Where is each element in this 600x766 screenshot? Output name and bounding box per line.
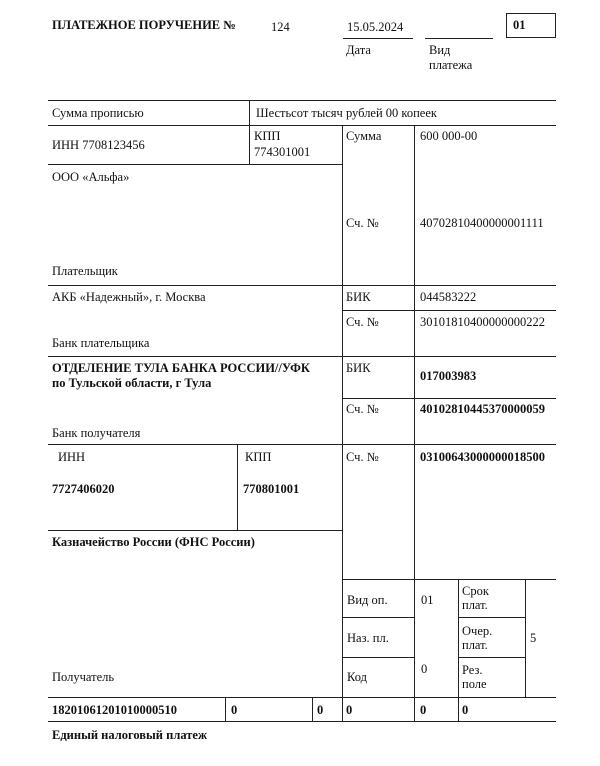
payee-bank-name-line1: ОТДЕЛЕНИЕ ТУЛА БАНКА РОССИИ//УФК	[52, 361, 310, 375]
grid-line	[342, 310, 556, 311]
payee-bank-name-line2: по Тульской области, г Тула	[52, 376, 212, 390]
queue-value: 5	[530, 631, 537, 645]
payer-bank-account: 30101810400000000222	[420, 315, 545, 329]
grid-line	[48, 164, 342, 165]
doc-number-value: 0	[420, 703, 427, 717]
grid-line	[342, 579, 556, 580]
grid-line	[458, 657, 525, 658]
grid-line	[458, 579, 459, 721]
grid-line	[414, 125, 415, 721]
grid-line	[48, 125, 556, 126]
payer-bank-name: АКБ «Надежный», г. Москва	[52, 290, 206, 304]
payee-bank-bik-label: БИК	[346, 361, 371, 375]
queue-label-2: плат.	[462, 638, 488, 652]
payee-inn-label: ИНН	[58, 450, 86, 464]
period-value: 0	[346, 703, 353, 717]
op-type-label: Вид оп.	[347, 593, 388, 607]
payer-bank-bik-label: БИК	[346, 290, 371, 304]
payee-name: Казначейство России (ФНС России)	[52, 535, 255, 549]
date-underline	[343, 38, 413, 39]
payment-type-label: Вид	[429, 43, 451, 57]
doc-date-value: 0	[462, 703, 469, 717]
sum-value: 600 000-00	[420, 129, 478, 143]
queue-label: Очер.	[462, 624, 493, 638]
sum-label: Сумма	[346, 129, 382, 143]
payee-label: Получатель	[52, 670, 115, 684]
grid-line	[525, 579, 526, 697]
payee-bank-account: 40102810445370000059	[420, 402, 545, 416]
payer-inn: ИНН 7708123456	[52, 138, 145, 152]
res-field-label-2: поле	[462, 677, 487, 691]
grid-line	[342, 398, 556, 399]
payee-inn: 7727406020	[52, 482, 115, 496]
payment-type-underline	[425, 38, 493, 39]
grid-line	[312, 697, 313, 721]
grid-line	[48, 697, 556, 698]
payer-bank-label: Банк плательщика	[52, 336, 150, 350]
oktmo-value: 0	[231, 703, 238, 717]
payer-bank-bik: 044583222	[420, 290, 477, 304]
payee-account-label: Сч. №	[346, 450, 379, 464]
term-label-2: плат.	[462, 598, 488, 612]
grid-line	[249, 100, 250, 164]
payer-kpp-label: КПП	[254, 129, 281, 143]
code-value: 0	[421, 662, 428, 676]
grid-line	[48, 530, 342, 531]
grid-line	[225, 697, 226, 721]
payee-bank-account-label: Сч. №	[346, 402, 379, 416]
basis-value: 0	[317, 703, 324, 717]
grid-line	[458, 617, 525, 618]
payee-kpp: 770801001	[243, 482, 300, 496]
payer-kpp: 774301001	[254, 145, 311, 159]
grid-line	[48, 285, 556, 286]
code-label: Код	[347, 670, 367, 684]
term-label: Срок	[462, 584, 489, 598]
payment-type-label-2: платежа	[429, 58, 473, 72]
grid-line	[48, 444, 556, 445]
grid-line	[48, 721, 556, 722]
op-type-value: 01	[421, 593, 434, 607]
amount-words-value: Шестьсот тысяч рублей 00 копеек	[256, 106, 437, 120]
payee-bank-bik: 017003983	[420, 369, 477, 383]
date-label: Дата	[346, 43, 371, 57]
grid-line	[48, 100, 556, 101]
res-field-label: Рез.	[462, 663, 483, 677]
grid-line	[48, 356, 556, 357]
amount-words-label: Сумма прописью	[52, 106, 144, 120]
form-code: 01	[513, 18, 526, 32]
grid-line	[342, 657, 415, 658]
payer-name: ООО «Альфа»	[52, 170, 130, 184]
payer-label: Плательщик	[52, 264, 118, 278]
payee-kpp-label: КПП	[245, 450, 272, 464]
purpose-code-label: Наз. пл.	[347, 631, 389, 645]
payer-bank-account-label: Сч. №	[346, 315, 379, 329]
payer-account-label: Сч. №	[346, 216, 379, 230]
payee-bank-label: Банк получателя	[52, 426, 141, 440]
payer-account: 40702810400000001111	[420, 216, 544, 230]
payment-purpose: Единый налоговый платеж	[52, 728, 208, 742]
document-title: ПЛАТЕЖНОЕ ПОРУЧЕНИЕ №	[52, 18, 236, 32]
grid-line	[342, 125, 343, 721]
grid-line	[237, 444, 238, 530]
document-number: 124	[271, 20, 290, 34]
payee-account: 03100643000000018500	[420, 450, 545, 464]
kbk-value: 18201061201010000510	[52, 703, 177, 717]
document-date: 15.05.2024	[347, 20, 404, 34]
grid-line	[342, 617, 415, 618]
